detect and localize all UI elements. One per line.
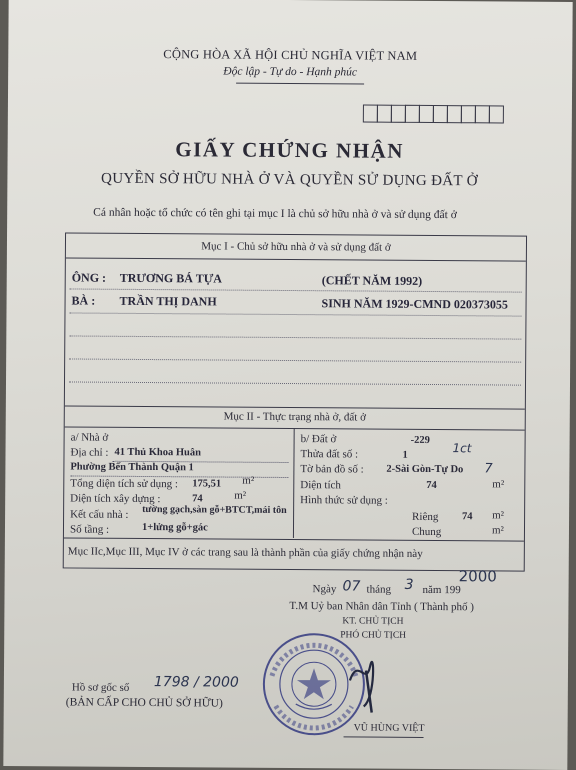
usage-label: Hình thức sử dụng : [300,494,388,507]
private-label: Riêng [412,510,439,524]
owner-1-prefix: ÔNG : [71,270,107,285]
date-year-prefix: năm 199 [422,583,461,597]
owner-1-name: TRƯƠNG BÁ TỰA [119,270,223,286]
address-label: Địa chỉ : [70,446,109,459]
built-area-label: Diện tích xây dựng : [70,492,161,506]
shared-unit: m² [491,524,504,537]
kt-chairman: KT. CHỦ TỊCH [342,616,404,627]
map-sheet-label: Tờ bản đồ số : [300,463,364,476]
built-area-value: 74 [192,493,203,505]
owner-1-note: (CHẾT NĂM 1992) [321,273,423,288]
plot-label: Thửa đất số : [300,448,359,461]
owner-2-prefix: BÀ : [71,293,96,308]
certificate-page [3,0,572,770]
floors-value: 1+lửng gỗ+gác [141,521,208,534]
footer-note: Mục IIc,Mục III, Mục IV ở các trang sau là thành phần của giấy chứng nhận này [67,545,423,560]
map-sheet-value: 2-Sài Gòn-Tự Do [386,463,464,476]
total-area-unit: m² [242,474,255,487]
vice-chairman: PHÓ CHỦ TỊCH [340,630,407,641]
column-divider [293,428,295,538]
authority: T.M Uỷ ban Nhân dân Tỉnh ( Thành phố ) [289,600,475,614]
certificate-title: GIẤY CHỨNG NHẬN [175,137,405,163]
total-area-label: Tổng diện tích sử dụng : [70,477,179,491]
address-value: 41 Thủ Khoa Huân [114,446,202,459]
handwritten-year: 2000 [458,567,497,586]
handwritten-plot-note: 1ct [452,441,472,456]
certificate-subtitle: QUYỀN SỞ HỮU NHÀ Ở VÀ QUYỀN SỬ DỤNG ĐẤT Ở [101,170,478,190]
land-area-value: 74 [426,479,437,492]
land-heading: b/ Đất ở [300,433,337,446]
floors-label: Số tầng : [69,523,110,536]
structure-label: Kết cấu nhà : [70,508,129,521]
motto-underline [236,83,364,85]
serial-number-boxes [363,105,503,124]
shared-label: Chung [411,525,442,539]
structure-value: tường gạch,sàn gỗ+BTCT,mái tôn [142,503,287,516]
land-number: -229 [410,434,430,446]
house-heading: a/ Nhà ở [70,431,109,444]
date-month: 3 [404,576,414,593]
land-area-unit: m² [492,478,505,491]
section-1-heading: Mục I - Chủ sở hữu nhà ở và sử dụng đất ở [201,240,391,254]
owner-2-note: SINH NĂM 1929-CMND 020373055 [321,296,508,312]
ward-value: Phường Bến Thành Quận 1 [70,461,194,474]
private-unit: m² [492,509,504,522]
built-area-unit: m² [234,489,247,502]
date-day: 07 [342,578,361,595]
land-area-label: Diện tích [300,479,341,492]
date-prefix: Ngày [312,583,337,596]
signer-name: VŨ HÙNG VIỆT [353,722,425,734]
intro-text: Cá nhân hoặc tổ chức có tên ghi tại mục I là chủ sở hữu nhà ở và sử dụng đất ở [93,206,457,222]
record-label: Hồ sơ gốc số [71,681,130,694]
official-seal-stamp [254,626,385,737]
copy-note: (BẢN CẤP CHO CHỦ SỞ HỮU) [65,696,223,710]
record-number: 1798 / 2000 [153,674,239,691]
owner-2-name: TRẦN THỊ DANH [119,293,217,309]
details-frame [63,232,527,571]
private-value: 74 [462,511,473,523]
date-month-label: tháng [366,583,392,596]
plot-value: 1 [402,449,408,461]
national-motto: Độc lập - Tự do - Hạnh phúc [223,65,358,79]
handwritten-map-note: 7 [484,461,493,477]
national-title: CỘNG HÒA XÃ HỘI CHỦ NGHĨA VIỆT NAM [163,47,418,63]
section-2-heading: Mục II - Thực trạng nhà ở, đất ở [223,410,366,424]
total-area-value: 175,51 [192,478,222,490]
